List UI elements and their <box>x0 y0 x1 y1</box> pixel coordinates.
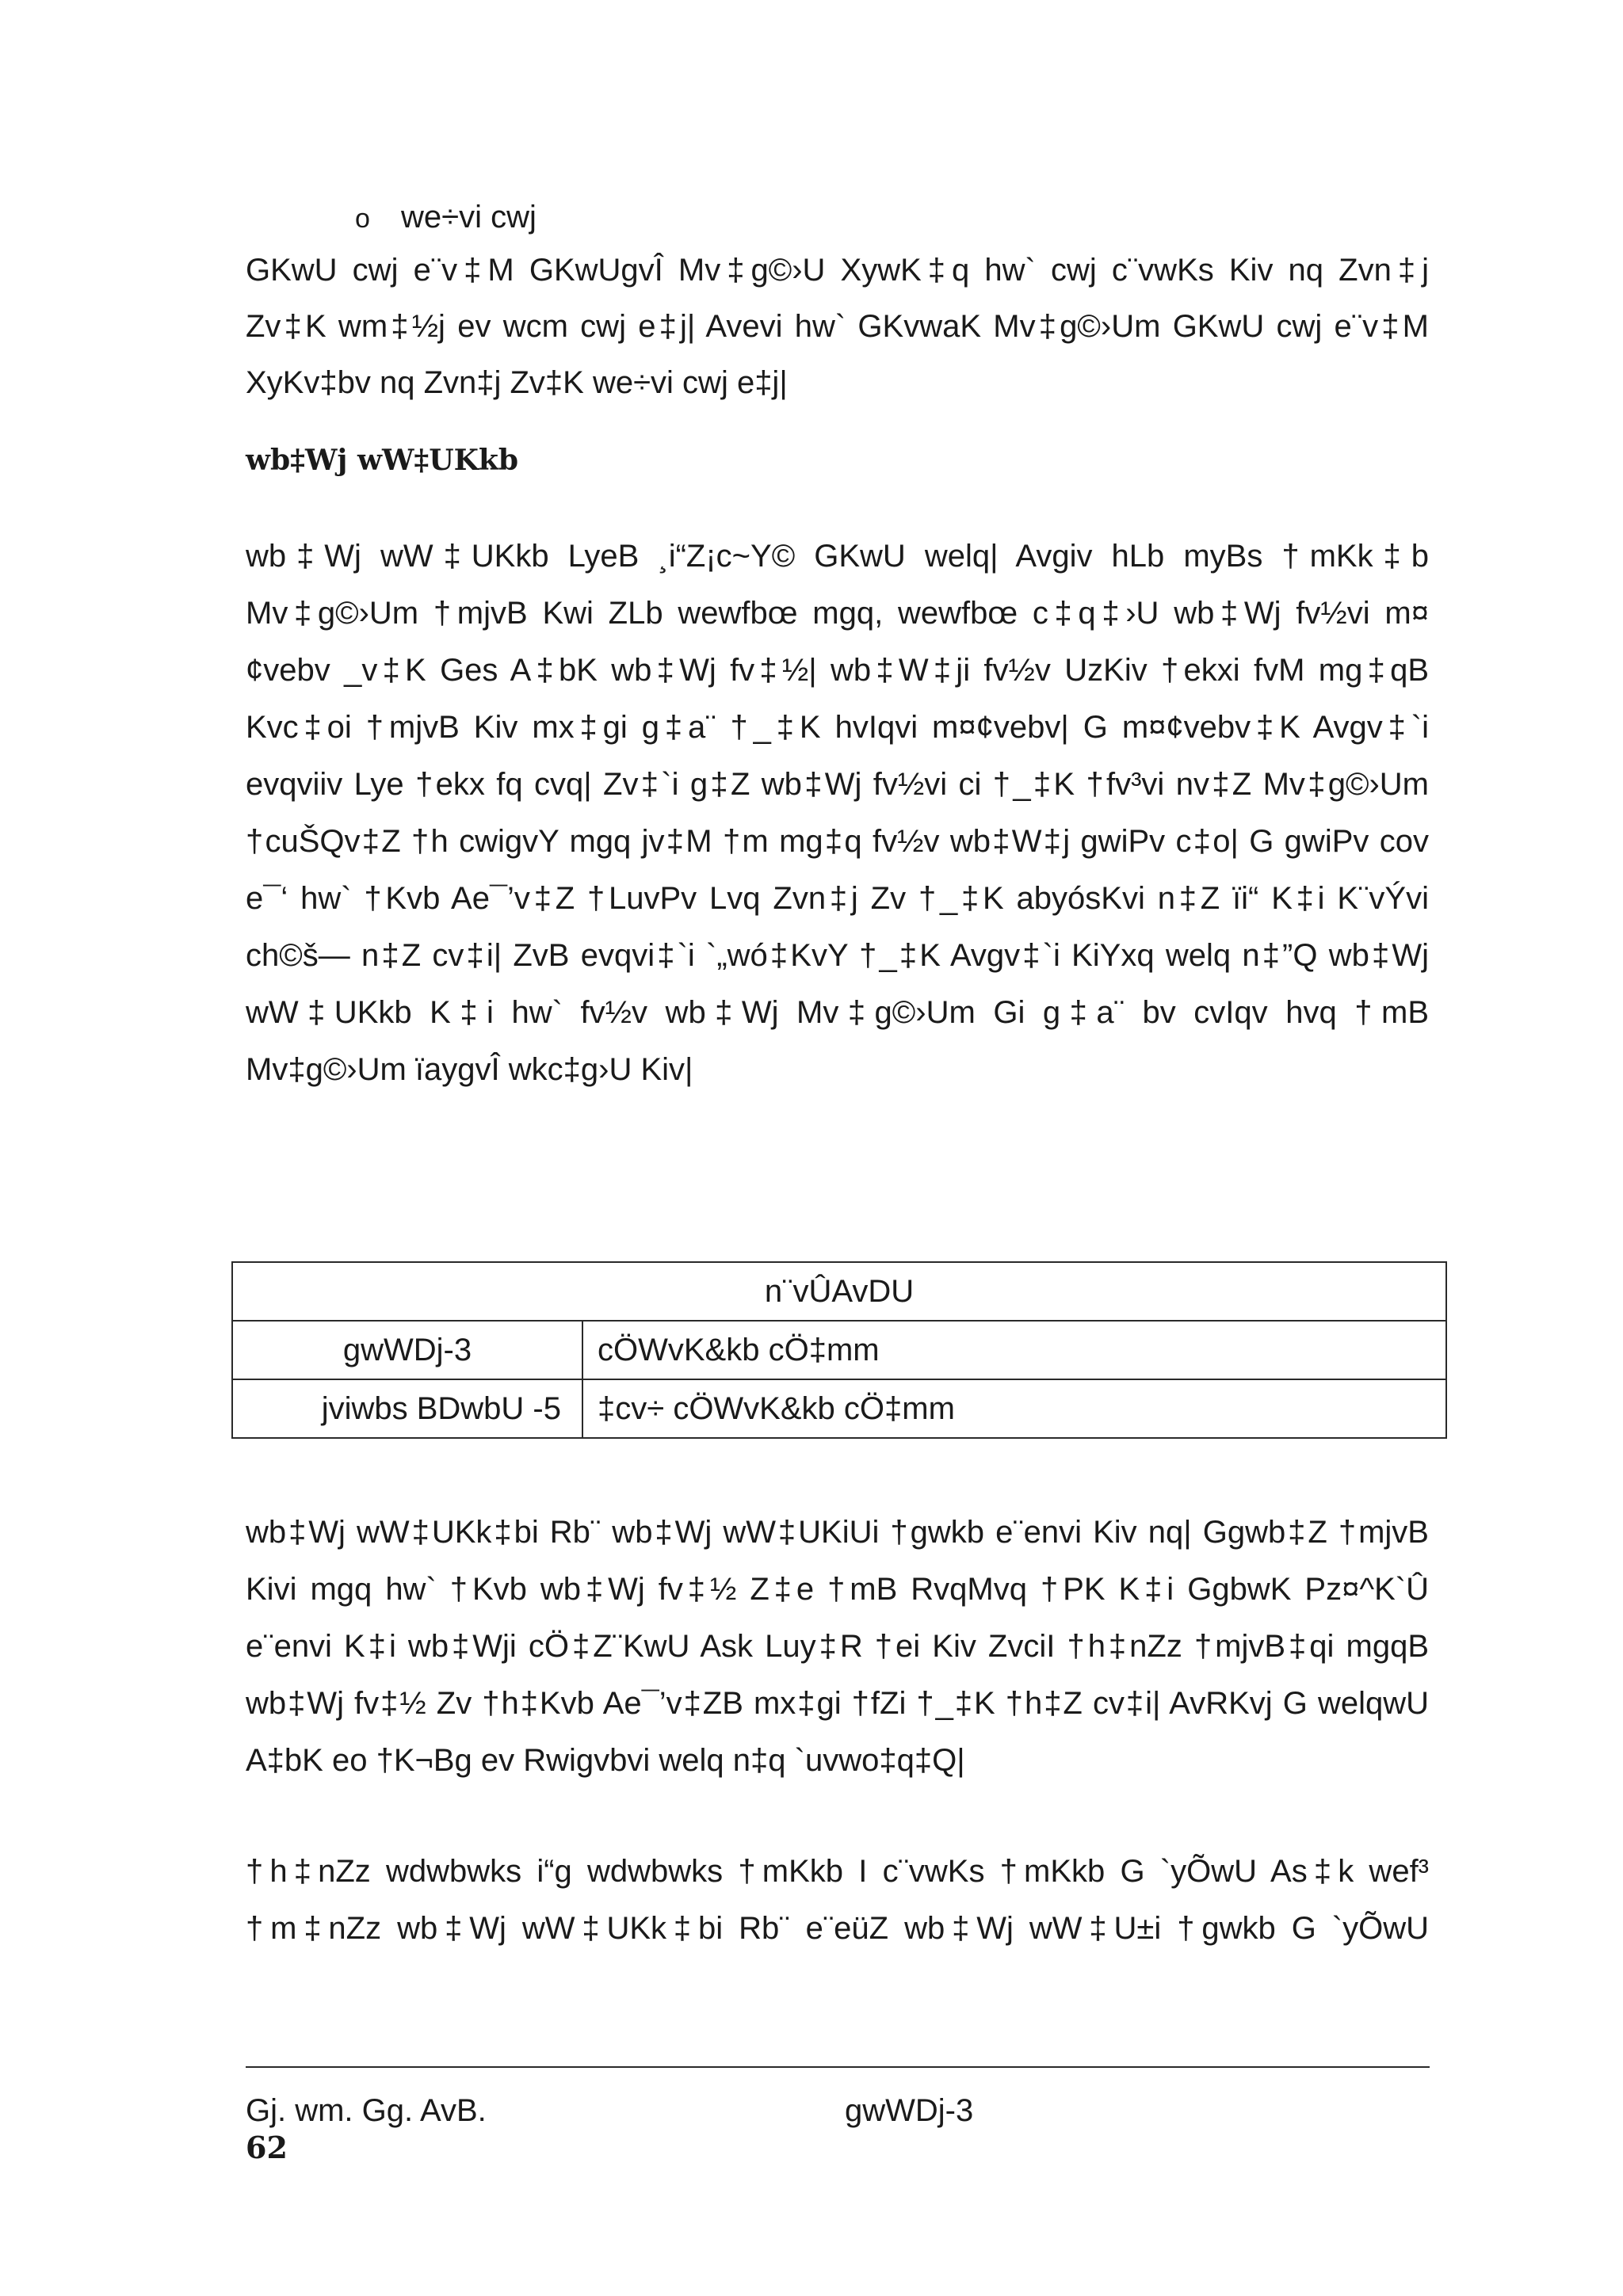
table-cell-label: jviwbs BDwbU -5 <box>232 1379 582 1438</box>
paragraph-line: wb‡Wj fv‡½ Zv †h‡Kvb Ae¯’v‡ZB mx‡gi †fZi †_‡K †h‡Z cv‡i| AvRKvj G welqwU <box>246 1686 1429 1721</box>
paragraph-line: †cuŠQv‡Z †h cwigvY mgq jv‡M †m mg‡q fv½v wb‡W‡j gwiPv c‡o| G gwiPv cov <box>246 824 1429 859</box>
paragraph-line: e¯‘ hw` †Kvb Ae¯’v‡Z †LuvPv Lvq Zvn‡j Zv †_‡K abyósKvi n‡Z ïi“ K‡i K¨vÝvi <box>246 881 1429 916</box>
paragraph-line: Mv‡g©›Um ïaygvÎ wkc‡g›U Kiv| <box>246 1052 693 1087</box>
footer-module: gwWDj-3 <box>845 2093 974 2128</box>
paragraph-line: wb‡Wj wW‡UKk‡bi Rb¨ wb‡Wj wW‡UKiUi †gwkb e¨envi Kiv nq| Ggwb‡Z †mjvB <box>246 1515 1429 1550</box>
table-cell-value: cÖWvK&kb cÖ‡mm <box>582 1321 1446 1379</box>
page-number: 62 <box>246 2130 288 2165</box>
paragraph-3 <box>246 1504 1429 1789</box>
paragraph-line: evqviiv Lye †ekx fq cvq| Zv‡`i g‡Z wb‡Wj fv½vi ci †_‡K †fv³vi nv‡Z Mv‡g©›Um <box>246 767 1429 802</box>
paragraph-line: e¨envi K‡i wb‡Wji cÖ‡Z¨KwU Ask Luy‡R †ei Kiv ZvciI †h‡nZz †mjvB‡qi mgqB <box>246 1629 1429 1664</box>
bullet-text: we÷vi cwj <box>401 200 537 235</box>
paragraph-2 <box>246 528 1429 1098</box>
paragraph-line: †m‡nZz wb‡Wj wW‡UKk‡bi Rb¨ e¨eüZ wb‡Wj wW‡U±i †gwkb G `yÕwU <box>246 1911 1429 1946</box>
paragraph-line: Zv‡K wm‡½j ev wcm cwj e‡j| Avevi hw` GKvwaK Mv‡g©›Um GKwU cwj e¨v‡M <box>246 309 1429 344</box>
paragraph-line: Mv‡g©›Um †mjvB Kwi ZLb wewfbœ mgq, wewfbœ c‡q‡›U wb‡Wj fv½vi m¤ <box>246 596 1429 631</box>
table-row <box>232 1379 1446 1438</box>
bullet-marker: o <box>355 204 370 234</box>
table-header: n¨vÛAvDU <box>232 1262 1446 1321</box>
paragraph-line: wb‡Wj wW‡UKkb LyeB ¸i“Z¡c~Y© GKwU welq| Avgiv hLb myBs †mKk‡b <box>246 539 1429 574</box>
paragraph-line: ch©š— n‡Z cv‡i| ZvB evqvi‡`i `„wó‡KvY †_‡K Avgv‡`i KiYxq welq n‡”Q wb‡Wj <box>246 938 1429 973</box>
table-header-row <box>232 1262 1446 1321</box>
paragraph-line: Kvc‡oi †mjvB Kiv mx‡gi g‡a¨ †_‡K hvIqvi m¤¢vebv| G m¤¢vebv‡K Avgv‡`i <box>246 710 1429 745</box>
bullet-item <box>355 193 537 242</box>
paragraph-line: †h‡nZz wdwbwks i“g wdwbwks †mKkb I c¨vwKs †mKkb G `yÕwU As‡k wef³ <box>246 1854 1429 1889</box>
paragraph-4 <box>246 1843 1429 1957</box>
section-heading: wb‡Wj wW‡UKkb <box>246 444 519 477</box>
table-cell-value: ‡cv÷ cÖWvK&kb cÖ‡mm <box>582 1379 1446 1438</box>
paragraph-line: Kivi mgq hw` †Kvb wb‡Wj fv‡½ Z‡e †mB RvqMvq †PK K‡i GgbwK Pz¤^K`Û <box>246 1572 1429 1607</box>
footer-divider <box>246 2066 1430 2068</box>
handout-table <box>231 1261 1447 1439</box>
paragraph-line: A‡bK eo †K¬Bg ev Rwigvbvi welq n‡q `uvwo‡q‡Q| <box>246 1743 965 1778</box>
paragraph-line: XyKv‡bv nq Zvn‡j Zv‡K we÷vi cwj e‡j| <box>246 365 788 400</box>
paragraph-line: wW‡UKkb K‡i hw` fv½v wb‡Wj Mv‡g©›Um Gi g‡a¨ bv cvIqv hvq †mB <box>246 995 1429 1030</box>
paragraph-line: ¢vebv _v‡K Ges A‡bK wb‡Wj fv‡½| wb‡W‡ji fv½v UzKiv †ekxi fvM mg‡qB <box>246 653 1429 688</box>
paragraph-1 <box>246 242 1429 411</box>
table-row <box>232 1321 1446 1379</box>
table-cell-label: gwWDj-3 <box>232 1321 582 1379</box>
footer-organization: Gj. wm. Gg. AvB. <box>246 2093 487 2128</box>
paragraph-line: GKwU cwj e¨v‡M GKwUgvÎ Mv‡g©›U XywK‡q hw` cwj c¨vwKs Kiv nq Zvn‡j <box>246 253 1429 288</box>
